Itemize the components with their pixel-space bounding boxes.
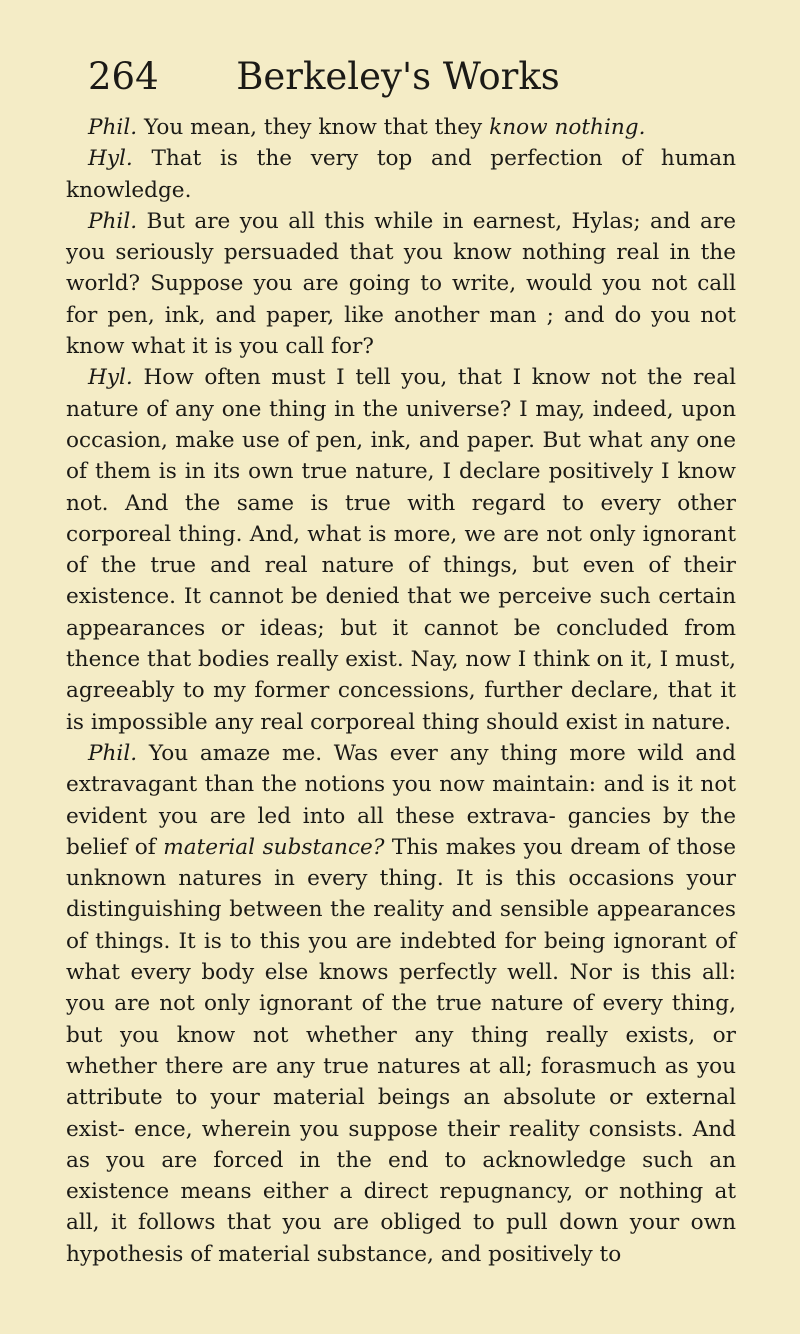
paragraph-text: But are you all this while in earnest, Hylas; and are you seriously persuaded that you know nothing real in the world? Suppose you are going to write, would you not call for pen, ink, and paper, like another man ; and do you not know what it is you call for? — [66, 208, 736, 360]
paragraph-text: You mean, they know that they — [144, 115, 490, 140]
page-number: 264 — [88, 55, 159, 98]
dialogue-text — [66, 112, 736, 1270]
emphasis-text: material substance? — [163, 834, 385, 860]
dialogue-paragraph — [66, 206, 736, 362]
speaker-label: Phil. — [88, 740, 138, 766]
speaker-label: Phil. — [88, 115, 138, 140]
paragraph-text: You amaze me. Was ever any thing more wild and extravagant than the notions you now maintain: and is it not evident you are led into all these extrava- gancies by the belief of — [66, 740, 736, 860]
speaker-label: Phil. — [88, 208, 138, 234]
dialogue-paragraph — [66, 143, 736, 206]
running-header — [68, 52, 728, 102]
paragraph-text: That is the very top and perfection of human knowledge. — [66, 146, 736, 203]
speaker-label: Hyl. — [88, 146, 133, 172]
speaker-label: Hyl. — [88, 365, 133, 391]
running-title: Berkeley's Works — [236, 55, 560, 98]
dialogue-paragraph — [66, 738, 736, 1270]
paragraph-text-tail: This makes you dream of those unknown natures in every thing. It is this occasions your distinguishing between the reality and sensible appearances of things. It is to this you are indebted for being ignorant of what every body else knows perfectly well. Nor is this all: you are not only ignorant of the true nature of every thing, but you know not whether any thing really exists, or whether there are any true natures at all; forasmuch as you attribute to your material beings an absolute or external exist- ence, wherein you suppose their reality consists. And as you are forced in the end to acknowledge such an existence means either a direct repugnancy, or nothing at all, it follows that you are obliged to pull down your own hypothesis of material substance, and positively to — [66, 834, 736, 1267]
dialogue-paragraph — [66, 362, 736, 738]
dialogue-paragraph — [66, 112, 736, 143]
emphasis-text: know nothing. — [489, 115, 646, 140]
paragraph-text: How often must I tell you, that I know not the real nature of any one thing in the universe? I may, indeed, upon occasion, make use of pen, ink, and paper. But what any one of them is in its own true nature, I declare positively I know not. And the same is true with regard to every other corporeal thing. And, what is more, we are not only ignorant of the true and real nature of things, but even of their existence. It cannot be denied that we perceive such certain appearances or ideas; but it cannot be concluded from thence that bodies really exist. Nay, now I think on it, I must, agreeably to my former concessions, further declare, that it is impossible any real corporeal thing should exist in nature. — [66, 365, 736, 735]
